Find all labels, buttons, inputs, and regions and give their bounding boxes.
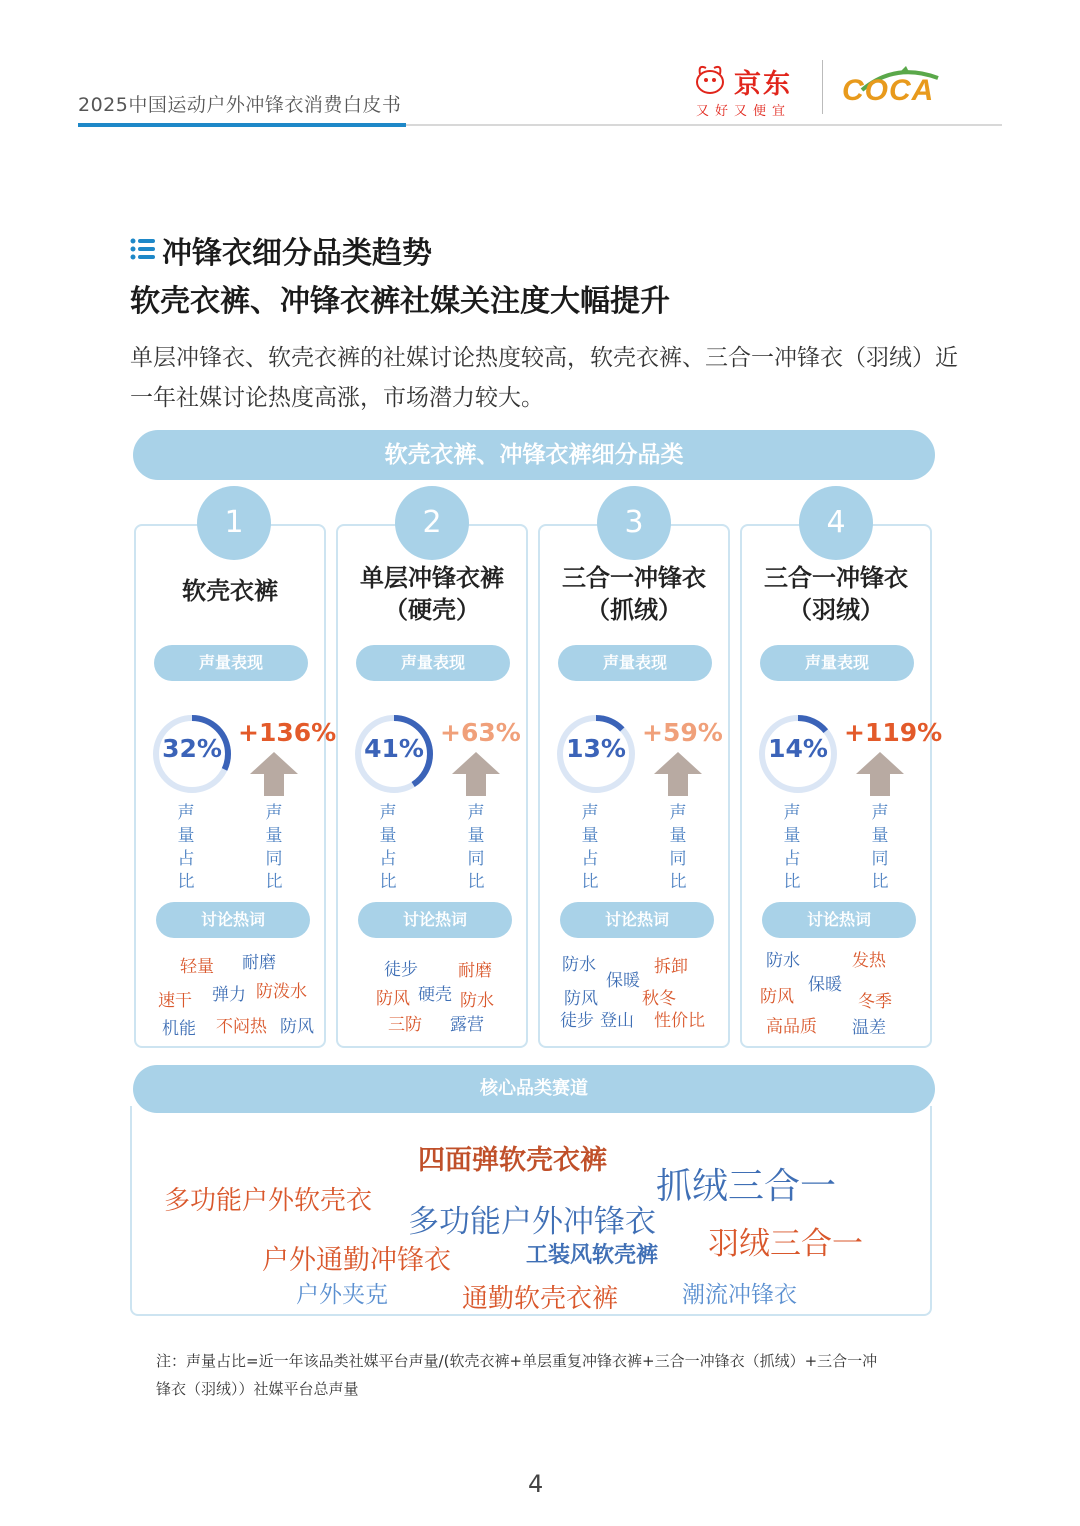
metric-pill: 声量表现 [760,645,914,681]
up-arrow-icon [654,752,702,796]
card-number-badge: 4 [799,486,873,560]
logo-divider [822,60,823,114]
core-category-term: 羽绒三合一 [708,1226,863,1262]
core-category-term: 多功能户外冲锋衣 [408,1204,656,1240]
hot-keyword: 徒步 [560,1011,594,1031]
up-arrow-icon [452,752,500,796]
share-percent: 41% [364,734,424,763]
svg-text:COCA: COCA [842,74,935,107]
card-title: 软壳衣裤 [182,577,278,605]
hot-keyword: 防泼水 [256,982,307,1002]
card-subtitle: （硬壳） [384,596,480,624]
core-category-term: 户外夹克 [296,1282,388,1308]
hotword-pill: 讨论热词 [560,902,714,938]
hot-keyword: 耐磨 [458,961,492,981]
hot-keyword: 冬季 [858,992,892,1012]
card-subtitle: （抓绒） [586,596,682,624]
share-label: 声 量 占 比 [581,803,599,892]
header-accent-bar [78,123,406,127]
core-category-term: 潮流冲锋衣 [682,1282,797,1308]
core-category-term: 户外通勤冲锋衣 [262,1245,451,1276]
yoy-label: 声 量 同 比 [871,803,889,892]
hot-keyword: 保暖 [808,975,842,995]
metric-pill: 声量表现 [356,645,510,681]
jd-slogan: 又好又便宜 [696,104,792,119]
hot-keyword: 徒步 [384,960,418,980]
footnote-line-1: 注：声量占比=近一年该品类社媒平台声量/(软壳衣裤+单层重复冲锋衣裤+三合一冲锋衣（抓绒）+三合一冲 [156,1352,878,1370]
hot-keyword: 登山 [600,1011,634,1031]
hot-keyword: 机能 [162,1019,196,1039]
hot-keyword: 防风 [376,989,410,1009]
metric-pill: 声量表现 [154,645,308,681]
card-title: 单层冲锋衣裤 [360,564,504,592]
jd-logo [692,58,810,120]
card-number-badge: 1 [197,486,271,560]
section-title: 冲锋衣细分品类趋势 [162,236,432,271]
hot-keyword: 三防 [388,1015,422,1035]
hot-keyword: 弹力 [212,985,246,1005]
yoy-growth: +59% [642,718,723,747]
share-percent: 13% [566,734,626,763]
yoy-label: 声 量 同 比 [467,803,485,892]
hot-keyword: 防风 [280,1017,314,1037]
core-category-term: 工装风软壳裤 [526,1243,659,1268]
hot-keyword: 轻量 [180,957,214,977]
hot-keyword: 保暖 [606,971,640,991]
hot-keyword: 温差 [852,1018,886,1038]
hot-keyword: 不闷热 [216,1017,267,1037]
up-arrow-icon [856,752,904,796]
yoy-growth: +63% [440,718,521,747]
hot-keyword: 速干 [158,991,192,1011]
hot-keyword: 防风 [760,987,794,1007]
card-number-badge: 2 [395,486,469,560]
document-title: 2025中国运动户外冲锋衣消费白皮书 [78,94,402,116]
core-category-term: 通勤软壳衣裤 [462,1284,619,1314]
yoy-growth: +119% [844,718,943,747]
hot-keyword: 秋冬 [642,989,676,1009]
core-category-term: 四面弹软壳衣裤 [418,1145,607,1176]
core-category-banner: 核心品类赛道 [133,1065,935,1113]
intro-paragraph: 单层冲锋衣、软壳衣裤的社媒讨论热度较高，软壳衣裤、三合一冲锋衣（羽绒）近一年社媒讨论热度高涨，市场潜力较大。 [130,345,958,411]
hot-keyword: 性价比 [654,1011,705,1031]
yoy-label: 声 量 同 比 [669,803,687,892]
jd-mascot-icon [692,60,728,96]
hot-keyword: 耐磨 [242,953,276,973]
section-subtitle: 软壳衣裤、冲锋衣裤社媒关注度大幅提升 [130,284,670,319]
card-title: 三合一冲锋衣 [562,564,706,592]
hot-keyword: 防风 [564,989,598,1009]
hot-keyword: 拆卸 [654,957,688,977]
up-arrow-icon [250,752,298,796]
share-label: 声 量 占 比 [177,803,195,892]
metric-pill: 声量表现 [558,645,712,681]
footnote-line-2: 锋衣（羽绒））社媒平台总声量 [156,1380,359,1398]
hot-keyword: 硬壳 [418,985,452,1005]
hot-keyword: 防水 [766,951,800,971]
card-title: 三合一冲锋衣 [764,564,908,592]
core-category-term: 抓绒三合一 [656,1166,837,1207]
yoy-growth: +136% [238,718,337,747]
card-number-badge: 3 [597,486,671,560]
hot-keyword: 防水 [460,991,494,1011]
page-number: 4 [528,1470,544,1498]
hotword-pill: 讨论热词 [156,902,310,938]
list-icon [130,237,156,261]
coca-logo [840,64,955,108]
share-percent: 14% [768,734,828,763]
hot-keyword: 防水 [562,955,596,975]
share-percent: 32% [162,734,222,763]
hot-keyword: 高品质 [766,1017,817,1037]
hotword-pill: 讨论热词 [358,902,512,938]
yoy-label: 声 量 同 比 [265,803,283,892]
share-label: 声 量 占 比 [379,803,397,892]
card-subtitle: （羽绒） [788,596,884,624]
category-banner: 软壳衣裤、冲锋衣裤细分品类 [133,430,935,480]
hotword-pill: 讨论热词 [762,902,916,938]
jd-logo-text: 京东 [734,69,792,100]
hot-keyword: 发热 [852,951,886,971]
core-category-term: 多功能户外软壳衣 [164,1186,373,1216]
hot-keyword: 露营 [450,1015,484,1035]
share-label: 声 量 占 比 [783,803,801,892]
